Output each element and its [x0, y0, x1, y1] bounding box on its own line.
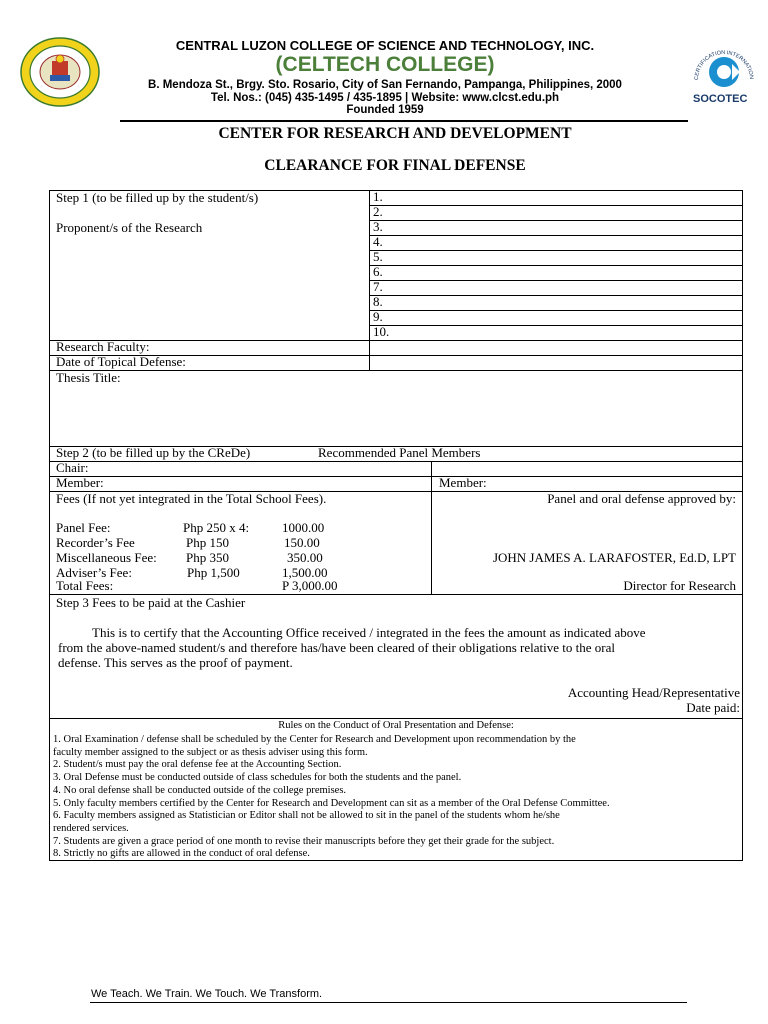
- member-label-left: Member:: [56, 475, 104, 490]
- rule-line: 3. Oral Defense must be conducted outside of class schedules for both the students and the panel.: [53, 772, 462, 784]
- proponent-number: 1.: [373, 189, 383, 204]
- proponent-field[interactable]: [369, 310, 743, 326]
- fee-amount: 1000.00: [282, 520, 325, 535]
- fee-rate: Php 350: [186, 550, 229, 565]
- rule-line: 4. No oral defense shall be conducted outside of the college premises.: [53, 784, 347, 796]
- proponent-number: 8.: [373, 294, 383, 309]
- college-name: (CELTECH COLLEGE): [275, 53, 495, 76]
- recommended-panel-label: Recommended Panel Members: [318, 445, 481, 460]
- proponent-field[interactable]: [369, 265, 743, 281]
- step1-left-cell: [49, 190, 370, 341]
- proponent-number: 7.: [373, 279, 383, 294]
- proponent-number: 4.: [373, 234, 383, 249]
- socotec-label: SOCOTEC: [693, 93, 748, 105]
- fees-label: Fees (If not yet integrated in the Total School Fees).: [56, 491, 327, 506]
- footer-motto: We Teach. We Train. We Touch. We Transform.: [91, 988, 323, 1000]
- cert-ring-text: CERTIFICATION INTERNATION: [693, 49, 755, 81]
- center-title: CENTER FOR RESEARCH AND DEVELOPMENT: [218, 125, 572, 142]
- proponent-field[interactable]: [369, 220, 743, 236]
- proponent-field[interactable]: [369, 280, 743, 296]
- thesis-title-field[interactable]: [49, 370, 743, 447]
- approved-by-label: Panel and oral defense approved by:: [547, 491, 736, 506]
- fee-name: Adviser’s Fee:: [56, 565, 132, 580]
- rule-line: 6. Faculty members assigned as Statistician or Editor shall not be allowed to sit in the panel of the students whom he/she: [53, 810, 560, 822]
- research-faculty-field[interactable]: [369, 340, 743, 356]
- institution-name: CENTRAL LUZON COLLEGE OF SCIENCE AND TECHNOLOGY, INC.: [175, 38, 595, 53]
- proponents-label: Proponent/s of the Research: [56, 220, 203, 235]
- certification-line-3: defense. This serves as the proof of payment.: [58, 655, 293, 670]
- proponent-number: 5.: [373, 249, 383, 264]
- director-name: JOHN JAMES A. LARAFOSTER, Ed.D, LPT: [492, 550, 736, 565]
- fee-name: Panel Fee:: [56, 520, 111, 535]
- member-label-right: Member:: [439, 475, 487, 490]
- accounting-head-label: Accounting Head/Representative: [567, 685, 740, 700]
- proponent-field[interactable]: [369, 325, 743, 341]
- college-seal-logo: [20, 37, 100, 107]
- thesis-title-label: Thesis Title:: [56, 370, 121, 385]
- chair-label: Chair:: [56, 460, 89, 475]
- director-title: Director for Research: [623, 578, 736, 593]
- member-field-left[interactable]: [49, 476, 432, 492]
- rule-line: 1. Oral Examination / defense shall be scheduled by the Center for Research and Development upon recommendation by the: [53, 734, 576, 745]
- rules-heading: Rules on the Conduct of Oral Presentation and Defense:: [278, 720, 514, 731]
- fee-rate: Php 150: [186, 535, 229, 550]
- rule-line: 8. Strictly no gifts are allowed in the conduct of oral defense.: [53, 848, 310, 860]
- certification-line-2: from the above-named student/s and therefore has/have been cleared of their obligations relative to the oral: [58, 640, 615, 655]
- proponent-field[interactable]: [369, 190, 743, 206]
- fee-name: Miscellaneous Fee:: [56, 550, 157, 565]
- rule-line: 2. Student/s must pay the oral defense fee at the Accounting Section.: [53, 759, 342, 771]
- proponent-field[interactable]: [369, 205, 743, 221]
- fee-rate: Php 250 x 4:: [183, 520, 250, 535]
- research-faculty-label: Research Faculty:: [56, 339, 150, 354]
- college-address: B. Mendoza St., Brgy. Sto. Rosario, City of San Fernando, Pampanga, Philippines, 2000: [148, 79, 622, 91]
- proponent-number: 2.: [373, 204, 383, 219]
- form-title: CLEARANCE FOR FINAL DEFENSE: [264, 157, 526, 174]
- fee-amount: 150.00: [284, 535, 320, 550]
- topical-date-label: Date of Topical Defense:: [56, 354, 186, 369]
- fee-amount: 1,500.00: [282, 565, 328, 580]
- certification-line-1: This is to certify that the Accounting Office received / integrated in the fees the amount as indicated above: [92, 625, 646, 640]
- step1-label: Step 1 (to be filled up by the student/s): [56, 190, 259, 205]
- topical-date-field[interactable]: [369, 355, 743, 371]
- step3-label: Step 3 Fees to be paid at the Cashier: [56, 595, 246, 610]
- college-contact: Tel. Nos.: (045) 435-1495 / 435-1895 | Website: www.clcst.edu.ph: [210, 92, 560, 104]
- fee-rate: Php 1,500: [187, 565, 240, 580]
- proponent-number: 6.: [373, 264, 383, 279]
- header-divider: [120, 120, 688, 122]
- rule-line: 5. Only faculty members certified by the Center for Research and Development can sit as a member of the Oral Defense Committee.: [53, 797, 610, 809]
- fee-name: Total Fees:: [56, 578, 114, 593]
- rule-line: faculty member assigned to the subject or as thesis adviser using this form.: [53, 746, 368, 758]
- proponent-field[interactable]: [369, 235, 743, 251]
- proponent-number: 3.: [373, 219, 383, 234]
- proponent-number: 9.: [373, 309, 383, 324]
- rule-line: rendered services.: [53, 822, 129, 834]
- proponent-field[interactable]: [369, 250, 743, 266]
- fee-name: Recorder’s Fee: [56, 535, 135, 550]
- founded-year: Founded 1959: [346, 104, 424, 116]
- footer-divider: [90, 1002, 687, 1003]
- fee-amount: 350.00: [287, 550, 323, 565]
- fee-amount: P 3,000.00: [282, 578, 338, 593]
- step2-label: Step 2 (to be filled up by the CReDe): [56, 445, 251, 460]
- date-paid-label: Date paid:: [686, 700, 740, 715]
- proponent-field[interactable]: [369, 295, 743, 311]
- rule-line: 7. Students are given a grace period of one month to revise their manuscripts before they get their grade for the subject.: [53, 835, 555, 847]
- proponent-number: 10.: [373, 324, 390, 339]
- chair-field[interactable]: [49, 461, 432, 477]
